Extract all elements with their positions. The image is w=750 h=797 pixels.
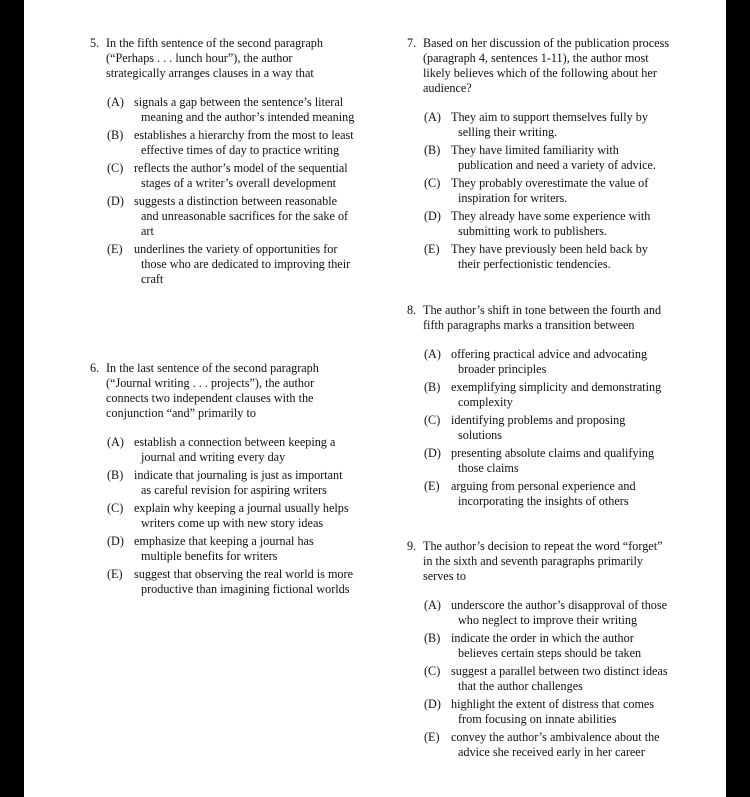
choice-d[interactable]	[107, 534, 355, 564]
choice-text: convey the author’s ambivalence about the advice she received early in her career	[451, 730, 660, 760]
choice-text: explain why keeping a journal usually helps writers come up with new story ideas	[134, 500, 349, 530]
choice-text: reflects the author’s model of the sequential stages of a writer’s overall development	[134, 160, 348, 190]
choice-e[interactable]	[424, 479, 672, 509]
choice-letter: (E)	[424, 730, 440, 745]
question-text: Based on her discussion of the publication process (paragraph 4, sentences 1-11), the author most likely believes which of the following about her audience?	[423, 36, 670, 95]
choice-text: exemplifying simplicity and demonstrating complexity	[451, 379, 662, 409]
choice-e[interactable]	[424, 242, 672, 272]
choice-e[interactable]	[424, 730, 672, 760]
choice-letter: (D)	[107, 194, 124, 209]
question-text: In the fifth sentence of the second paragraph (“Perhaps . . . lunch hour”), the author strategically arranges clauses in a way that	[106, 36, 323, 80]
question-number: 5.	[90, 36, 100, 50]
choice-letter: (C)	[424, 413, 441, 428]
choice-b[interactable]	[107, 468, 355, 498]
choice-letter: (A)	[107, 434, 124, 449]
choice-d[interactable]	[424, 209, 672, 239]
choice-letter: (C)	[424, 663, 441, 678]
choice-letter: (D)	[107, 533, 124, 548]
choice-a[interactable]	[424, 110, 672, 140]
choice-letter: (A)	[424, 597, 441, 612]
choice-a[interactable]	[107, 95, 355, 125]
question-stem	[90, 361, 355, 421]
answer-choices	[407, 598, 672, 760]
choice-letter: (E)	[107, 567, 123, 582]
answer-choices	[90, 435, 355, 597]
choice-text: presenting absolute claims and qualifying those claims	[451, 446, 655, 476]
choice-c[interactable]	[424, 176, 672, 206]
choice-a[interactable]	[424, 347, 672, 377]
answer-choices	[90, 95, 355, 287]
choice-letter: (D)	[424, 446, 441, 461]
answer-choices	[407, 110, 672, 272]
question-number: 6.	[90, 361, 100, 375]
choice-text: emphasize that keeping a journal has multiple benefits for writers	[134, 533, 314, 563]
choice-b[interactable]	[424, 143, 672, 173]
choice-text: suggests a distinction between reasonable and unreasonable sacrifices for the sake of art	[134, 194, 349, 238]
question-6	[90, 361, 355, 600]
choice-letter: (B)	[107, 127, 124, 142]
choice-text: indicate that journaling is just as important as careful revision for aspiring writers	[134, 467, 343, 497]
answer-choices	[407, 347, 672, 509]
choice-text: suggest a parallel between two distinct ideas that the author challenges	[451, 663, 668, 693]
question-stem	[407, 303, 672, 333]
choice-text: signals a gap between the sentence’s literal meaning and the author’s intended meaning	[134, 94, 355, 124]
choice-d[interactable]	[107, 194, 355, 239]
choice-letter: (B)	[107, 467, 124, 482]
choice-letter: (D)	[424, 208, 441, 223]
question-stem	[407, 539, 672, 584]
question-text: In the last sentence of the second paragraph (“Journal writing . . . projects”), the author connects two independent clauses with the conjunction “and” primarily to	[106, 361, 319, 420]
choice-b[interactable]	[107, 128, 355, 158]
question-stem	[90, 36, 355, 81]
choice-text: underscore the author’s disapproval of those who neglect to improve their writing	[451, 597, 668, 627]
choice-letter: (E)	[424, 242, 440, 257]
choice-d[interactable]	[424, 446, 672, 476]
choice-text: underlines the variety of opportunities for those who are dedicated to improving their craft	[134, 242, 351, 286]
choice-b[interactable]	[424, 380, 672, 410]
choice-letter: (E)	[424, 479, 440, 494]
choice-letter: (B)	[424, 630, 441, 645]
choice-c[interactable]	[424, 664, 672, 694]
question-number: 9.	[407, 539, 417, 553]
choice-letter: (E)	[107, 242, 123, 257]
choice-letter: (A)	[107, 94, 124, 109]
choice-e[interactable]	[107, 567, 355, 597]
question-number: 8.	[407, 303, 417, 317]
choice-d[interactable]	[424, 697, 672, 727]
choice-text: arguing from personal experience and incorporating the insights of others	[451, 479, 636, 509]
choice-text: They probably overestimate the value of inspiration for writers.	[451, 175, 649, 205]
choice-text: establishes a hierarchy from the most to least effective times of day to practice writing	[134, 127, 354, 157]
question-5	[90, 36, 355, 290]
choice-letter: (B)	[424, 142, 441, 157]
choice-text: identifying problems and proposing solutions	[451, 413, 626, 442]
choice-c[interactable]	[424, 413, 672, 443]
worksheet-page	[24, 0, 726, 797]
question-8	[407, 303, 672, 512]
choice-letter: (C)	[107, 500, 124, 515]
question-9	[407, 539, 672, 763]
choice-a[interactable]	[424, 598, 672, 628]
choice-text: They have limited familiarity with publication and need a variety of advice.	[451, 142, 656, 172]
choice-letter: (C)	[107, 160, 124, 175]
choice-b[interactable]	[424, 631, 672, 661]
choice-text: highlight the extent of distress that comes from focusing on innate abilities	[451, 697, 655, 726]
choice-text: suggest that observing the real world is more productive than imagining fictional worlds	[134, 567, 353, 596]
question-7	[407, 36, 672, 275]
choice-letter: (C)	[424, 175, 441, 190]
question-text: The author’s decision to repeat the word “forget” in the sixth and seventh paragraphs primarily serves to	[423, 539, 663, 583]
choice-letter: (B)	[424, 379, 441, 394]
question-stem	[407, 36, 672, 96]
choice-text: indicate the order in which the author believes certain steps should be taken	[451, 630, 642, 660]
question-text: The author’s shift in tone between the fourth and fifth paragraphs marks a transition between	[423, 303, 662, 332]
choice-c[interactable]	[107, 501, 355, 531]
choice-text: They have previously been held back by their perfectionistic tendencies.	[451, 242, 648, 271]
choice-text: They already have some experience with submitting work to publishers.	[451, 208, 651, 238]
choice-text: offering practical advice and advocating broader principles	[451, 346, 648, 376]
choice-c[interactable]	[107, 161, 355, 191]
question-number: 7.	[407, 36, 417, 50]
choice-letter: (A)	[424, 346, 441, 361]
choice-text: They aim to support themselves fully by selling their writing.	[451, 109, 648, 139]
choice-a[interactable]	[107, 435, 355, 465]
choice-text: establish a connection between keeping a journal and writing every day	[134, 434, 336, 464]
choice-e[interactable]	[107, 242, 355, 287]
choice-letter: (A)	[424, 109, 441, 124]
choice-letter: (D)	[424, 697, 441, 712]
